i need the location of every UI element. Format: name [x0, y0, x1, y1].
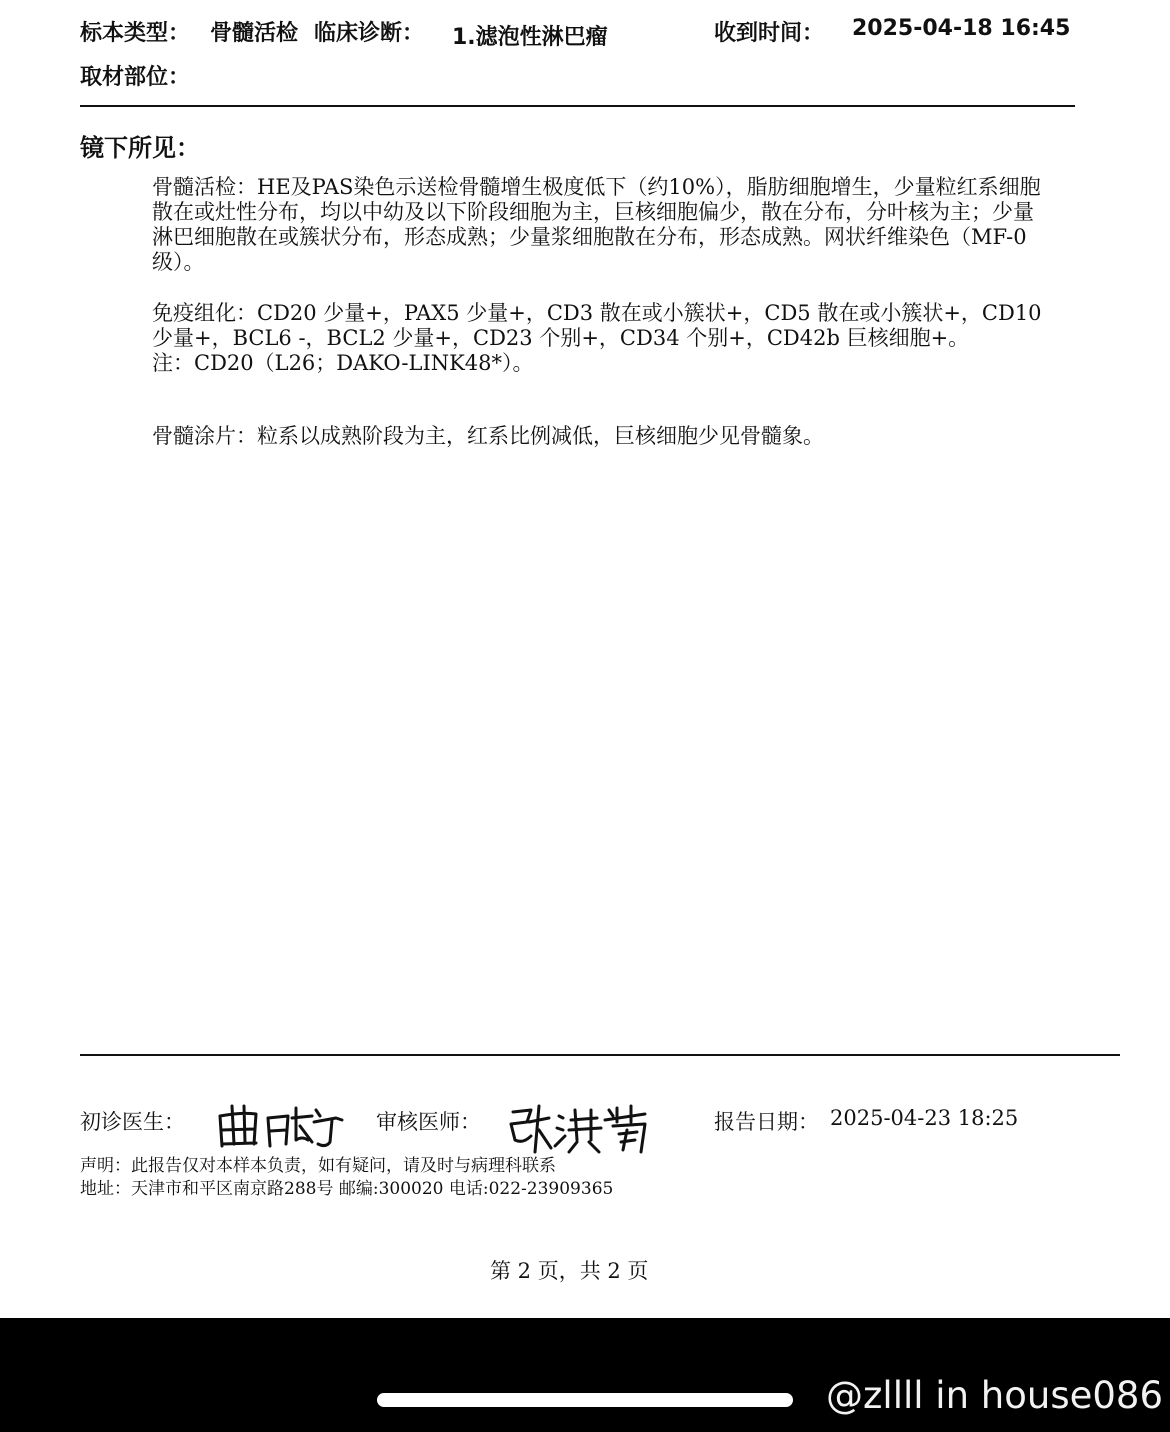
findings-title: 镜下所见：: [80, 134, 200, 162]
watermark: @zllll in house086: [826, 1374, 1163, 1417]
ihc-note: 注：CD20（L26；DAKO-LINK48*）。: [152, 351, 534, 375]
report-date-value: 2025-04-23 18:25: [830, 1106, 1019, 1130]
bone-marrow-biopsy-paragraph: [152, 175, 1052, 275]
home-indicator[interactable]: [377, 1393, 793, 1407]
bone-marrow-smear-paragraph: [152, 424, 1052, 449]
clinical-diagnosis-value: 1.滤泡性淋巴瘤: [452, 25, 608, 50]
smear-text: 骨髓涂片：粒系以成熟阶段为主，红系比例减低，巨核细胞少见骨髓象。: [152, 424, 824, 448]
received-time-value: 2025-04-18 16:45: [852, 16, 1071, 41]
header-divider: [80, 105, 1075, 107]
specimen-type-label: 标本类型：: [80, 21, 191, 46]
immunohistochemistry-paragraph: [152, 301, 1052, 376]
disclaimer: 声明：此报告仅对本样本负责，如有疑问，请及时与病理科联系: [80, 1156, 556, 1176]
address: 地址：天津市和平区南京路288号 邮编:300020 电话:022-23909365: [80, 1179, 614, 1199]
review-doctor-label: 审核医师：: [376, 1110, 481, 1134]
biopsy-text: 骨髓活检：HE及PAS染色示送检骨髓增生极度低下（约10%），脂肪细胞增生，少量粒红系细胞散在或灶性分布，均以中幼及以下阶段细胞为主，巨核细胞偏少，散在分布，分叶核为主；少量淋巴细胞散在或簇状分布，形态成熟；少量浆细胞散在分布，形态成熟。网状纤维染色（MF-0级）。: [152, 175, 1041, 274]
report-date-label: 报告日期：: [714, 1110, 819, 1134]
initial-doctor-label: 初诊医生：: [80, 1110, 185, 1134]
initial-doctor-signature: [212, 1096, 352, 1156]
specimen-type-value: 骨髓活检: [210, 21, 299, 46]
page-number: 第 2 页，共 2 页: [490, 1259, 649, 1283]
received-time-label: 收到时间：: [714, 21, 825, 46]
footer-divider: [80, 1054, 1120, 1056]
ihc-text: 免疫组化：CD20 少量+，PAX5 少量+，CD3 散在或小簇状+，CD5 散在或小簇状+，CD10 少量+，BCL6 -，BCL2 少量+，CD23 个别+，CD34 个别+，CD42b 巨核细胞+。: [152, 301, 1042, 350]
clinical-diagnosis-label: 临床诊断：: [314, 21, 425, 46]
sampling-site-label: 取材部位：: [80, 65, 191, 90]
